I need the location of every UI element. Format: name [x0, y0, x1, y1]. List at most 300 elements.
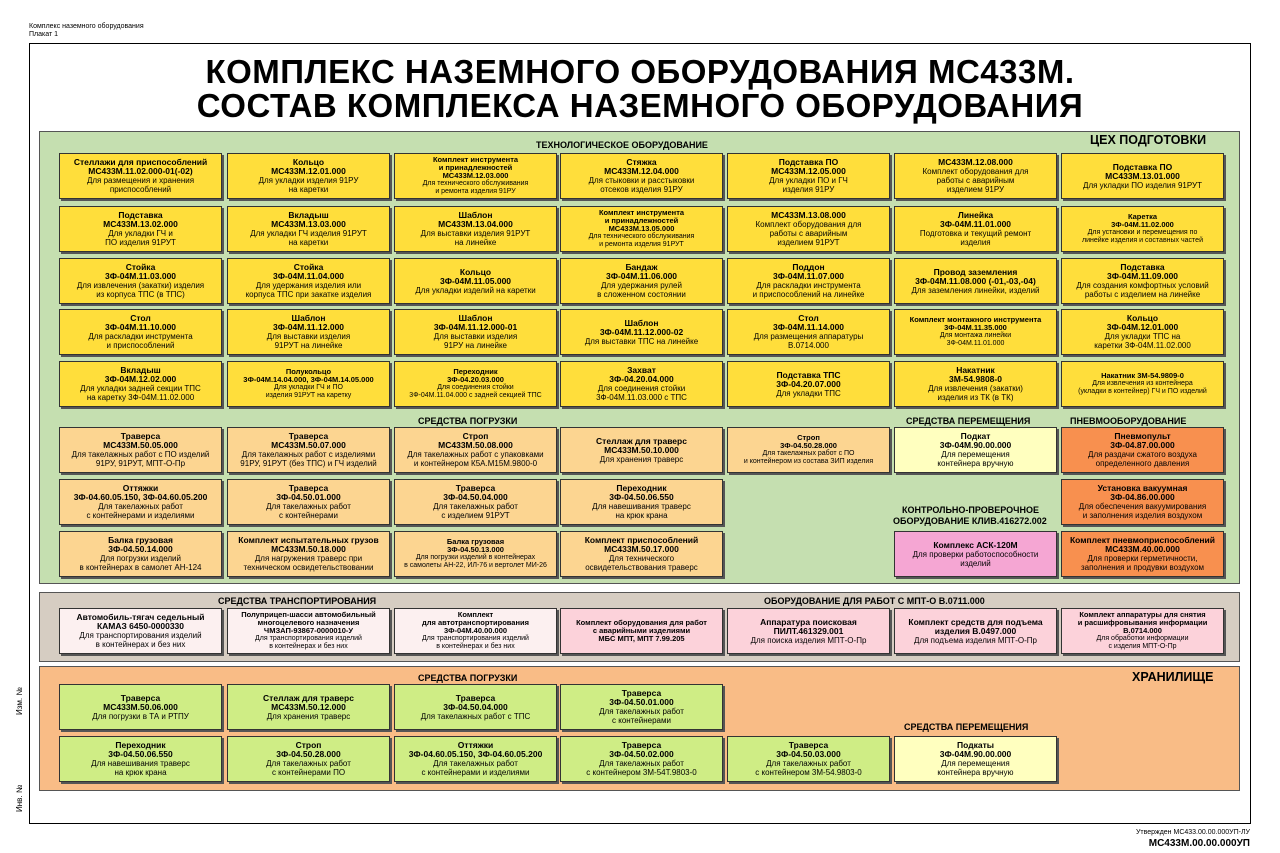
equipment-name: Комплект инструмента	[598, 208, 685, 217]
equipment-name: Шаблон	[291, 313, 326, 323]
equipment-name: 3Ф-04М.11.01.000	[939, 219, 1012, 229]
section-kpo-2: ОБОРУДОВАНИЕ КЛИВ.416272.002	[893, 516, 1047, 526]
equipment-description: работы с изделием на линейке	[1084, 290, 1201, 299]
equipment-description: Для погрузки изделий в контейнерах	[415, 554, 536, 561]
equipment-box	[59, 153, 222, 199]
equipment-description: Для транспортирования изделий	[255, 635, 362, 642]
equipment-name: МС433М.12.05.000	[771, 166, 846, 176]
equipment-name: Пневмопульт	[1114, 431, 1171, 441]
equipment-name: с аварийными изделиями	[592, 626, 691, 635]
equipment-box	[894, 608, 1057, 654]
footer-code: МС433М.00.00.000УП	[1148, 838, 1250, 849]
equipment-name: 3Ф-04М.11.12.000-02	[599, 326, 684, 337]
equipment-description: Для монтажа линейки	[939, 332, 1012, 339]
equipment-box	[560, 608, 723, 654]
equipment-name: МС433М.50.12.000	[271, 701, 346, 712]
equipment-box	[394, 153, 557, 199]
equipment-box	[560, 206, 723, 252]
equipment-name: 3Ф-04.50.03.000	[776, 749, 841, 759]
equipment-description: Для такелажных работ	[98, 502, 183, 511]
equipment-name: 3Ф-04М.11.06.000	[605, 271, 678, 281]
equipment-description: с контейнером 3М-54.9803-0	[755, 768, 862, 777]
equipment-box	[560, 258, 723, 304]
equipment-description: изделия	[960, 238, 991, 247]
equipment-box	[394, 427, 557, 473]
equipment-description: Для обеспечения вакуумирования	[1078, 502, 1207, 511]
equipment-description: Для перемещения	[941, 759, 1010, 768]
equipment-description: изделий	[960, 558, 991, 568]
equipment-description: Для проверки работоспособности	[912, 549, 1039, 559]
equipment-description: Для поиска изделия МПТ-О-Пр	[750, 635, 867, 645]
equipment-description: определенного давления	[1095, 459, 1190, 468]
equipment-box	[727, 736, 890, 782]
equipment-description: с изделия МПТ-О-Пр	[1108, 643, 1177, 650]
equipment-box	[560, 684, 723, 730]
equipment-name: Траверса	[621, 740, 662, 750]
equipment-name: ЧМЗАП-93867-0000010-У	[263, 626, 354, 635]
header-line1: Комплекс наземного оборудования	[29, 23, 144, 30]
equipment-description: Для проверки герметичности,	[1087, 554, 1198, 563]
equipment-description: заполнения и продувки воздухом	[1080, 563, 1205, 572]
equipment-description: Для размещения и хранения	[86, 176, 195, 185]
equipment-name: 3Ф-04М.11.14.000	[772, 322, 845, 332]
section-move: СРЕДСТВА ПЕРЕМЕЩЕНИЯ	[906, 416, 1031, 426]
equipment-name: МС433М.50.17.000	[604, 544, 679, 554]
equipment-description: Для извлечения (закатки)	[928, 384, 1023, 393]
equipment-box	[894, 153, 1057, 199]
equipment-description: Для выставки изделия	[433, 332, 518, 341]
section-kpo-1: КОНТРОЛЬНО-ПРОВЕРОЧНОЕ	[902, 505, 1039, 515]
equipment-box	[727, 206, 890, 252]
equipment-name: МС433М.50.18.000	[271, 544, 346, 554]
equipment-box	[727, 427, 890, 473]
equipment-description: на каретки	[288, 185, 329, 194]
side-izm: Изм. №	[15, 687, 24, 715]
equipment-description: в контейнерах в самолет АН-124	[79, 563, 202, 572]
equipment-box	[227, 258, 390, 304]
equipment-box	[894, 531, 1057, 577]
equipment-box	[1061, 206, 1224, 252]
equipment-description: Для заземления линейки, изделий	[911, 285, 1040, 295]
equipment-name: Подставка ПО	[1112, 161, 1173, 172]
equipment-description: и приспособлений на линейке	[752, 290, 865, 299]
equipment-box	[59, 684, 222, 730]
equipment-name: Траверса	[288, 431, 329, 441]
equipment-description: 91РУТ на линейке	[274, 341, 343, 350]
equipment-description: на каретки	[288, 238, 329, 247]
section-tseh: ЦЕХ ПОДГОТОВКИ	[1090, 133, 1207, 147]
equipment-box	[227, 531, 390, 577]
equipment-name: Аппаратура поисковая	[760, 616, 857, 627]
equipment-description: Для размещения аппаратуры	[753, 332, 864, 341]
equipment-name: МС433М.12.01.000	[271, 166, 346, 176]
equipment-description: Для укладки изделия 91РУ	[258, 176, 359, 185]
equipment-name: Стяжка	[626, 157, 657, 167]
equipment-name: 3Ф-04М.11.12.000-01	[433, 322, 518, 332]
equipment-box	[394, 361, 557, 407]
equipment-name: 3Ф-04М.11.35.000	[944, 323, 1007, 332]
section-store-load: СРЕДСТВА ПОГРУЗКИ	[418, 673, 518, 683]
equipment-description: Для такелажных работ	[766, 759, 851, 768]
equipment-name: 3Ф-04.87.00.000	[1110, 440, 1175, 450]
equipment-name: МС433М.11.02.000-01(-02)	[88, 166, 193, 176]
equipment-name: Балка грузовая	[108, 535, 173, 545]
equipment-name: Переходник	[453, 367, 498, 376]
equipment-box	[560, 153, 723, 199]
equipment-description: Для раскладки инструмента	[88, 332, 193, 341]
equipment-name: Шаблон	[624, 317, 659, 328]
equipment-name: 3Ф-04М.11.07.000	[772, 271, 845, 281]
equipment-box	[560, 427, 723, 473]
equipment-name: Траверса	[455, 692, 496, 703]
equipment-box	[560, 531, 723, 577]
equipment-box	[59, 309, 222, 355]
equipment-box	[727, 309, 890, 355]
equipment-box	[59, 361, 222, 407]
equipment-description: Для извлечения (закатки) изделия	[76, 281, 205, 290]
equipment-name: Комплект средств для подъема	[908, 616, 1043, 627]
equipment-description: контейнера вручную	[937, 459, 1014, 468]
equipment-name: Накатник 3М-54.9809-0	[1101, 371, 1184, 380]
equipment-name: 3Ф-04.60.05.150, 3Ф-04.60.05.200	[408, 749, 543, 759]
equipment-name: МС433М.50.10.000	[604, 444, 679, 455]
section-transport: СРЕДСТВА ТРАНСПОРТИРОВАНИЯ	[218, 596, 377, 606]
equipment-description: В.0714.000	[788, 341, 829, 350]
equipment-name: Стойка	[125, 262, 156, 272]
equipment-box	[727, 361, 890, 407]
equipment-description: изделия 91РУТ на каретку	[265, 392, 352, 399]
equipment-name: Полукольцо	[285, 367, 332, 376]
equipment-name: 3Ф-04М.12.01.000	[1106, 322, 1179, 332]
equipment-name: Подкат	[960, 431, 991, 441]
equipment-name: МС433М.13.01.000	[1105, 170, 1180, 181]
equipment-description: освидетельствования траверс	[585, 563, 698, 572]
footer-approved: Утвержден МС433.00.00.000УП-ЛУ	[1135, 829, 1250, 836]
equipment-description: техническом освидетельствовании	[243, 563, 374, 572]
equipment-description: 3Ф-04М.11.03.000 с ТПС	[596, 393, 687, 402]
header-caption	[29, 23, 144, 39]
equipment-name: Подставка	[1120, 262, 1165, 272]
equipment-description: и ремонта изделия 91РУТ	[599, 241, 684, 248]
equipment-description: в самолеты АН-22, ИЛ-76 и вертолет МИ-26	[404, 562, 547, 569]
equipment-name: изделия В.0497.000	[934, 625, 1017, 636]
equipment-name: Стеллажи для приспособлений	[73, 157, 208, 167]
equipment-box	[227, 206, 390, 252]
equipment-description: в контейнерах и без них	[436, 643, 515, 650]
equipment-box	[59, 608, 222, 654]
page-title-line2: СОСТАВ КОМПЛЕКСА НАЗЕМНОГО ОБОРУДОВАНИЯ	[196, 87, 1084, 124]
equipment-description: Для укладки ПО и ГЧ	[769, 176, 848, 185]
equipment-description: Для установки и перемещения по	[1087, 229, 1198, 236]
equipment-description: Комплект оборудования для	[922, 167, 1029, 176]
equipment-description: Для погрузки в ТА и РТПУ	[92, 711, 189, 721]
equipment-description: Для такелажных работ с ТПС	[420, 711, 531, 721]
equipment-name: МС433М.50.07.000	[271, 440, 346, 450]
equipment-description: Для такелажных работ с ПО изделий	[71, 450, 210, 459]
equipment-description: с контейнером 3М-54Т.9803-0	[586, 768, 697, 777]
equipment-name: 3Ф-04.20.04.000	[609, 374, 674, 384]
equipment-description: и контейнером К5А.М15М.9800-0	[413, 459, 538, 468]
equipment-box	[394, 736, 557, 782]
equipment-name: Подкаты	[957, 740, 994, 750]
equipment-description: Для укладки ГЧ и ПО	[274, 384, 343, 391]
equipment-description: с контейнерами ПО	[271, 768, 346, 777]
equipment-description: Для стыковки и расстыковки	[588, 176, 695, 185]
equipment-name: Комплекс АСК-120М	[933, 539, 1018, 550]
equipment-name: 3Ф-04М.90.00.000	[939, 440, 1012, 450]
equipment-name: Линейка	[957, 210, 994, 220]
equipment-description: приспособлений	[109, 185, 172, 194]
section-load: СРЕДСТВА ПОГРУЗКИ	[418, 416, 518, 426]
equipment-description: линейке изделия и составных частей	[1082, 237, 1203, 244]
equipment-name: Полуприцеп-шасси автомобильный	[241, 610, 376, 619]
equipment-box	[727, 608, 890, 654]
equipment-name: МС433М.13.04.000	[438, 219, 513, 229]
equipment-description: Для создания комфортных условий	[1076, 281, 1209, 290]
equipment-description: Для технического обслуживания	[422, 180, 529, 187]
equipment-box	[59, 736, 222, 782]
equipment-name: Стеллаж для траверс	[263, 692, 354, 703]
page-title-line1: КОМПЛЕКС НАЗЕМНОГО ОБОРУДОВАНИЯ МС433М.	[205, 53, 1075, 90]
equipment-description: Для перемещения	[941, 450, 1010, 459]
equipment-name: Комплект монтажного инструмента	[909, 315, 1042, 324]
equipment-name: Комплект приспособлений	[584, 535, 699, 545]
equipment-description: с контейнерами	[612, 716, 671, 725]
equipment-description: Для выставки изделия 91РУТ	[420, 229, 531, 238]
equipment-description: Для укладки ГЧ и	[108, 229, 173, 238]
equipment-name: Кольцо	[459, 266, 492, 277]
equipment-box	[394, 258, 557, 304]
equipment-name: Комплект испытательных грузов	[238, 535, 379, 545]
equipment-box	[1061, 361, 1224, 407]
equipment-name: 3Ф-04М.40.00.000	[443, 626, 508, 635]
equipment-name: Установка вакуумная	[1097, 483, 1188, 493]
equipment-description: Для обработки информации	[1096, 635, 1189, 642]
equipment-name: Кольцо	[292, 157, 325, 167]
equipment-box	[1061, 608, 1224, 654]
section-mpt: ОБОРУДОВАНИЕ ДЛЯ РАБОТ С МПТ-О В.0711.000	[764, 596, 985, 606]
equipment-description: 91РУ на линейке	[444, 341, 507, 350]
equipment-description: (укладки в контейнер) ГЧ и ПО изделий	[1078, 388, 1207, 395]
equipment-description: на крюк крана	[615, 511, 668, 520]
equipment-box	[894, 206, 1057, 252]
equipment-name: Траверса	[120, 431, 161, 441]
equipment-box	[560, 736, 723, 782]
equipment-description: Для укладки задней секции ТПС	[80, 384, 201, 393]
equipment-box	[894, 736, 1057, 782]
side-inv: Инв. №	[15, 784, 24, 812]
equipment-name: 3Ф-04.50.02.000	[609, 749, 674, 759]
equipment-name: МС433М.12.04.000	[604, 166, 679, 176]
equipment-description: работы с аварийным	[936, 176, 1015, 185]
equipment-name: Шаблон	[458, 313, 493, 323]
equipment-box	[727, 258, 890, 304]
equipment-box	[59, 479, 222, 525]
equipment-description: Для такелажных работ	[599, 759, 684, 768]
equipment-box	[59, 427, 222, 473]
equipment-description: Для такелажных работ	[433, 759, 518, 768]
section-pneumo: ПНЕВМООБОРУДОВАНИЕ	[1070, 416, 1187, 426]
equipment-box	[227, 361, 390, 407]
equipment-name: Каретка	[1127, 212, 1158, 221]
equipment-description: Для хранения траверс	[266, 711, 351, 721]
equipment-name: Балка грузовая	[446, 537, 505, 546]
equipment-description: Для такелажных работ	[599, 707, 684, 716]
equipment-name: Стойка	[293, 262, 324, 272]
equipment-box	[1061, 531, 1224, 577]
equipment-name: для автотранспортирования	[421, 618, 529, 627]
section-store-move: СРЕДСТВА ПЕРЕМЕЩЕНИЯ	[904, 722, 1029, 732]
equipment-description: Для такелажных работ с ПО	[762, 450, 855, 457]
equipment-description: Для соединения стойки	[437, 384, 514, 391]
equipment-name: Оттяжки	[122, 483, 159, 493]
equipment-name: Траверса	[120, 692, 161, 703]
equipment-name: МС433М.50.06.000	[103, 701, 178, 712]
equipment-name: МС433М.13.02.000	[103, 219, 178, 229]
equipment-name: Кольцо	[1126, 313, 1159, 323]
equipment-box	[227, 153, 390, 199]
equipment-name: и принадлежностей	[604, 216, 679, 225]
equipment-name: Подставка ТПС	[776, 369, 841, 380]
equipment-box	[1061, 479, 1224, 525]
equipment-description: Для такелажных работ	[266, 502, 351, 511]
equipment-description: Для хранения траверс	[599, 454, 684, 464]
equipment-box	[59, 206, 222, 252]
equipment-name: Захват	[627, 365, 656, 375]
equipment-name: МС433М.13.05.000	[608, 224, 675, 233]
equipment-name: Комплект оборудования для работ	[576, 618, 707, 627]
equipment-name: Стол	[130, 313, 151, 323]
equipment-name: 3Ф-04.86.00.000	[1110, 492, 1175, 502]
equipment-name: Шаблон	[458, 210, 493, 220]
equipment-name: 3Ф-04.60.05.150, 3Ф-04.60.05.200	[73, 492, 208, 502]
equipment-box	[394, 531, 557, 577]
equipment-name: Поддон	[792, 262, 825, 272]
equipment-name: 3Ф-04.50.06.550	[609, 492, 674, 502]
equipment-name: Накатник	[956, 365, 995, 375]
equipment-box	[894, 361, 1057, 407]
equipment-description: в контейнерах и без них	[269, 643, 348, 650]
equipment-description: 3Ф-04М.11.01.000	[946, 340, 1005, 347]
equipment-description: Подготовка и текущий ремонт	[919, 229, 1032, 238]
equipment-description: Для погрузки изделий	[100, 554, 181, 563]
equipment-box	[1061, 258, 1224, 304]
equipment-box	[227, 427, 390, 473]
equipment-description: Для такелажных работ	[433, 502, 518, 511]
equipment-description: Для укладки изделий на каретки	[415, 285, 536, 295]
equipment-box	[227, 684, 390, 730]
equipment-description: Для технического	[608, 554, 675, 563]
equipment-name: МС433М.12.08.000	[938, 157, 1013, 167]
equipment-name: 3Ф-04.20.03.000	[447, 375, 504, 384]
equipment-description: Для навешивания траверс	[91, 759, 190, 768]
equipment-description: Комплект оборудования для	[755, 220, 862, 229]
equipment-name: 3Ф-04.50.01.000	[609, 697, 674, 707]
equipment-name: КАМАЗ 6450-0000330	[96, 621, 185, 631]
equipment-name: В.0714.000	[1123, 626, 1162, 635]
equipment-description: отсеков изделия 91РУ	[600, 185, 683, 194]
equipment-name: МС433М.50.05.000	[103, 440, 178, 450]
equipment-box	[560, 479, 723, 525]
equipment-box	[894, 258, 1057, 304]
equipment-box	[394, 309, 557, 355]
equipment-description: Для навешивания траверс	[592, 502, 691, 511]
equipment-name: МБС МПТ, МПТ 7.99.205	[598, 634, 685, 643]
equipment-name: 3Ф-04М.90.00.000	[939, 749, 1012, 759]
equipment-box	[227, 479, 390, 525]
equipment-name: Комплект пневмоприспособлений	[1069, 535, 1215, 545]
equipment-box	[894, 309, 1057, 355]
equipment-description: Для удержания изделия или	[255, 281, 362, 290]
equipment-description: и контейнером из состава ЗИП изделия	[743, 458, 874, 465]
equipment-description: Для укладки ТПС	[776, 388, 841, 398]
equipment-name: Строп	[462, 431, 489, 441]
equipment-name: многоцелевого назначения	[257, 618, 360, 627]
equipment-name: 3Ф-04М.11.09.000	[1106, 271, 1179, 281]
equipment-name: Траверса	[288, 483, 329, 493]
section-tech: ТЕХНОЛОГИЧЕСКОЕ ОБОРУДОВАНИЕ	[536, 140, 708, 150]
equipment-description: Для соединения стойки	[597, 384, 686, 393]
equipment-name: 3Ф-04.50.14.000	[108, 544, 173, 554]
equipment-name: и расшифровывания информации	[1077, 618, 1208, 627]
equipment-description: работы с аварийным	[769, 229, 848, 238]
equipment-description: и приспособлений	[106, 341, 175, 350]
equipment-description: в контейнерах и без них	[95, 640, 186, 649]
equipment-description: контейнера вручную	[937, 768, 1014, 777]
equipment-description: и ремонта изделия 91РУ	[435, 188, 516, 195]
equipment-description: изделия из ТК (в ТК)	[937, 393, 1014, 402]
equipment-description: в сложенном состоянии	[597, 290, 686, 299]
equipment-name: ПИЛТ.461329.001	[773, 625, 844, 636]
equipment-box	[1061, 427, 1224, 473]
equipment-name: Траверса	[621, 688, 662, 698]
equipment-name: Оттяжки	[457, 740, 494, 750]
equipment-name: 3Ф-04.50.28.000	[276, 749, 341, 759]
equipment-box	[727, 153, 890, 199]
equipment-name: Подставка	[118, 210, 163, 220]
equipment-description: Для такелажных работ с упаковками	[407, 450, 544, 459]
equipment-description: Для транспортирования изделий	[79, 631, 202, 640]
equipment-box	[227, 736, 390, 782]
equipment-name: 3Ф-04М.11.08.000 (-01,-03,-04)	[915, 275, 1036, 286]
equipment-name: 3Ф-04.50.01.000	[276, 492, 341, 502]
equipment-name: Комплект инструмента	[432, 155, 519, 164]
header-line2: Плакат 1	[29, 31, 59, 38]
equipment-box	[394, 608, 557, 654]
equipment-name: МС433М.13.08.000	[771, 210, 846, 220]
equipment-description: изделием 91РУТ	[777, 238, 840, 247]
equipment-name: 3Ф-04М.12.02.000	[104, 374, 177, 384]
equipment-name: Строп	[295, 740, 322, 750]
equipment-description: Для такелажных работ	[266, 759, 351, 768]
equipment-box	[560, 309, 723, 355]
equipment-description: Для выставки ТПС на линейке	[584, 336, 699, 346]
equipment-name: Стеллаж для траверс	[596, 435, 687, 446]
equipment-description: Для транспортирования изделий	[422, 635, 529, 642]
equipment-description: на каретку 3Ф-04М.11.02.000	[86, 393, 195, 402]
equipment-name: 3М-54.9808-0	[949, 374, 1002, 384]
equipment-name: 3Ф-04.50.28.000	[780, 441, 837, 450]
equipment-name: Траверса	[455, 483, 496, 493]
equipment-name: 3Ф-04.20.07.000	[776, 378, 841, 389]
equipment-description: Для подъема изделия МПТ-О-Пр	[914, 635, 1037, 645]
equipment-description: Для выставки изделия	[266, 332, 351, 341]
equipment-box	[1061, 309, 1224, 355]
equipment-name: 3Ф-04М.11.10.000	[104, 322, 177, 332]
equipment-name: Комплект	[457, 610, 494, 619]
equipment-description: Для укладки ГЧ изделия 91РУТ	[250, 229, 367, 238]
equipment-name: Комплект аппаратуры для снятия	[1079, 610, 1206, 619]
